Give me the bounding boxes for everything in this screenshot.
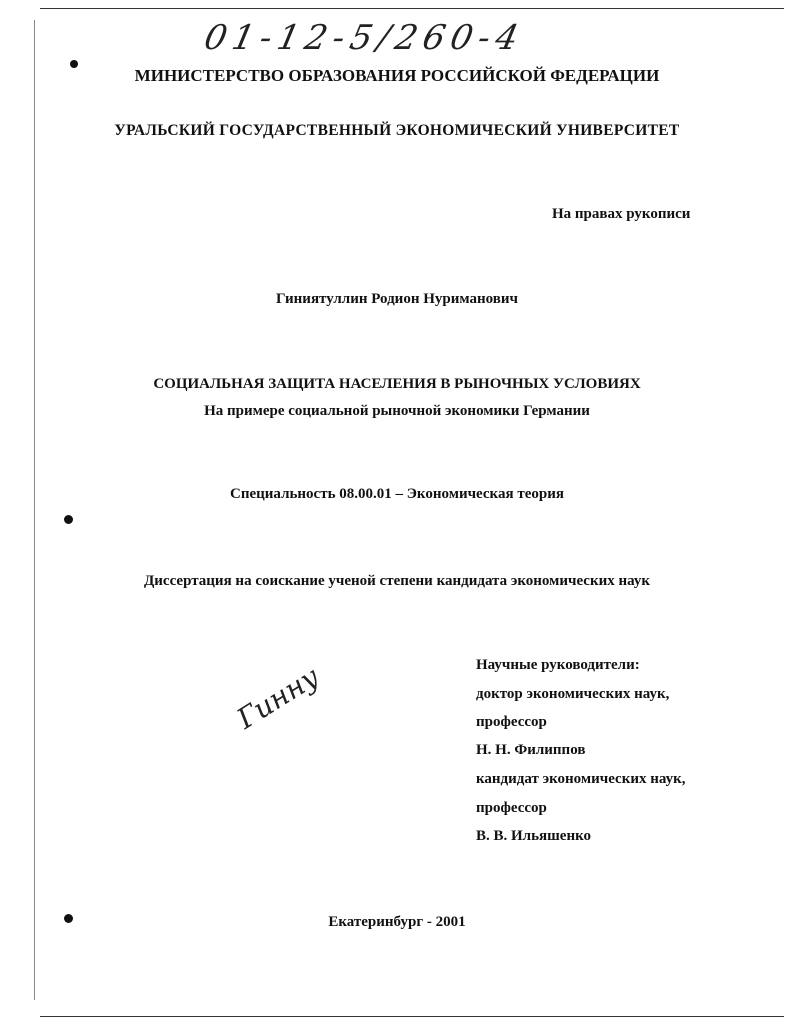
city-year: Екатеринбург - 2001: [328, 914, 466, 930]
dissertation-subtitle: На примере социальной рыночной экономики Германии: [204, 403, 590, 419]
supervisor-line: доктор экономических наук,: [476, 686, 670, 702]
scan-edge-top: [40, 8, 784, 9]
handwritten-signature: Гинну: [231, 659, 325, 736]
supervisors-heading: Научные руководители:: [476, 657, 640, 673]
university-heading: УРАЛЬСКИЙ ГОСУДАРСТВЕННЫЙ ЭКОНОМИЧЕСКИЙ УНИВЕРСИТЕТ: [114, 122, 680, 139]
manuscript-note: На правах рукописи: [552, 206, 691, 222]
binding-hole-mark: [64, 515, 73, 524]
dissertation-title: СОЦИАЛЬНАЯ ЗАЩИТА НАСЕЛЕНИЯ В РЫНОЧНЫХ УСЛОВИЯХ: [153, 376, 641, 392]
supervisor-line: профессор: [476, 800, 547, 816]
author-name: Гиниятуллин Родион Нуриманович: [276, 291, 518, 307]
handwritten-archive-number: 01-12-5/260-4: [200, 18, 528, 58]
scan-edge-left: [34, 20, 35, 1000]
supervisor-line: кандидат экономических наук,: [476, 771, 686, 787]
supervisor-line: В. В. Ильяшенко: [476, 828, 592, 844]
ministry-heading: МИНИСТЕРСТВО ОБРАЗОВАНИЯ РОССИЙСКОЙ ФЕДЕРАЦИИ: [134, 66, 660, 85]
supervisor-line: Н. Н. Филиппов: [476, 742, 586, 758]
degree-statement: Диссертация на соискание ученой степени кандидата экономических наук: [143, 573, 651, 589]
scan-edge-bottom: [40, 1016, 784, 1017]
specialty: Специальность 08.00.01 – Экономическая теория: [230, 486, 564, 502]
supervisor-line: профессор: [476, 714, 547, 730]
